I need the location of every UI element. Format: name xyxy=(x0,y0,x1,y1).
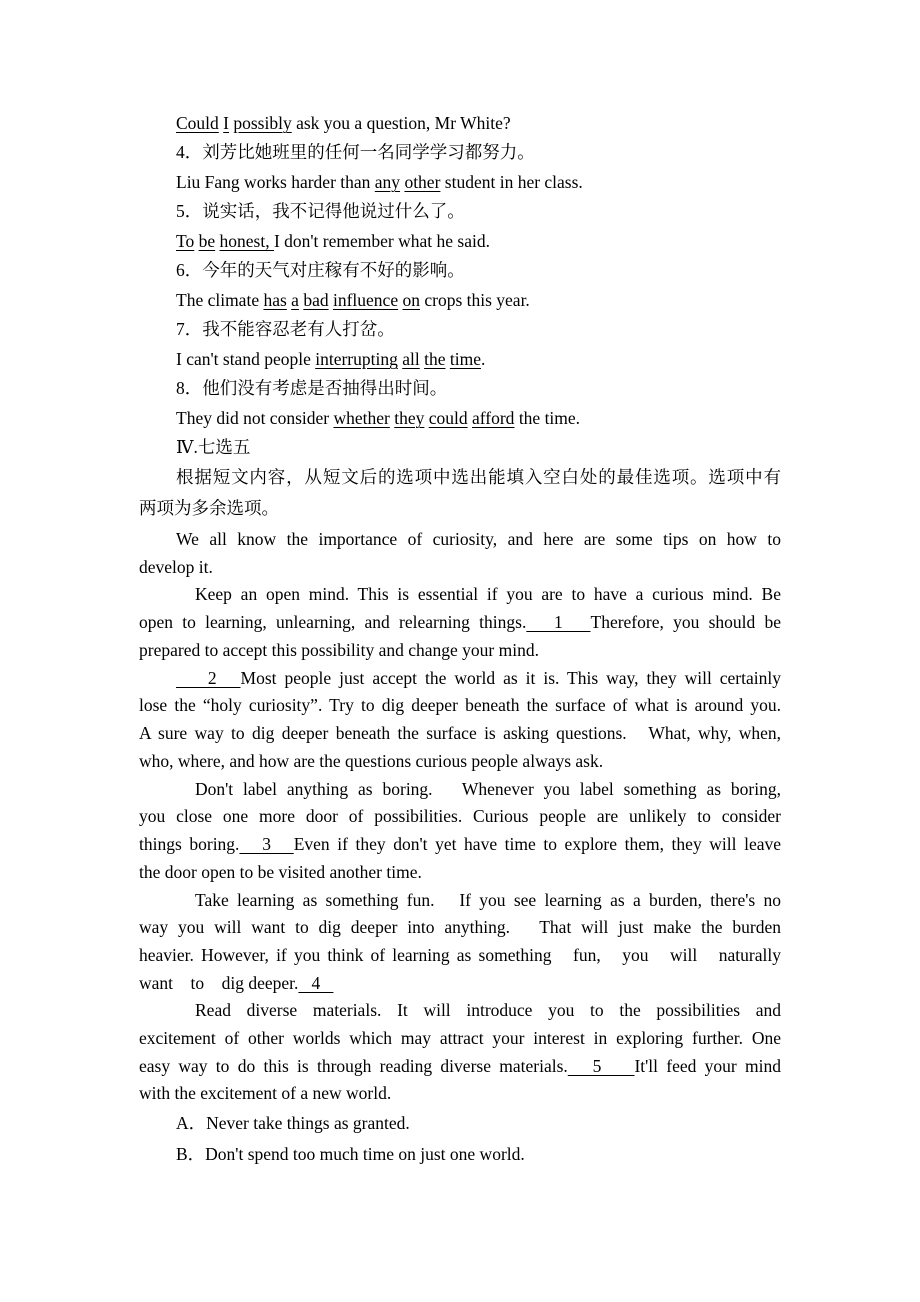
text-segment: 两项为多余选项。 xyxy=(139,498,279,518)
underlined-answer: other xyxy=(404,172,441,192)
passage-line xyxy=(139,749,781,773)
underlined-answer: they xyxy=(394,408,425,428)
text-segment: They did not consider xyxy=(176,408,334,428)
text-segment: Even if they don't yet have time to explore them, they will leave xyxy=(293,834,781,854)
text-segment: student in her class. xyxy=(440,172,583,192)
passage-line xyxy=(139,555,781,579)
underlined-answer: possibly xyxy=(233,113,292,133)
text-segment: with the excitement of a new world. xyxy=(139,1083,392,1103)
underlined-answer: whether xyxy=(333,408,390,428)
prompt-line xyxy=(176,258,781,282)
passage-line xyxy=(139,1081,781,1105)
text-segment: develop it. xyxy=(139,557,213,577)
text-segment: The climate xyxy=(176,290,264,310)
answer-line xyxy=(176,170,781,194)
passage-line xyxy=(139,860,781,884)
passage-line xyxy=(139,832,781,856)
text-segment: heavier. However, if you think of learning as something fun, you will naturally xyxy=(139,945,781,965)
instruction-line xyxy=(139,496,781,520)
text-segment: I can't stand people xyxy=(176,349,316,369)
passage-line xyxy=(139,638,781,662)
text-segment: Therefore, you should be xyxy=(590,612,781,632)
text-segment: Don't label anything as boring. Whenever you label something as boring, xyxy=(195,779,781,799)
passage-line xyxy=(195,888,781,912)
text-segment: crops this year. xyxy=(419,290,530,310)
section-heading-line xyxy=(176,435,781,459)
underlined-answer: To xyxy=(176,231,195,251)
text-segment: easy way to do this is through reading diverse materials. xyxy=(139,1056,568,1076)
text-segment: open to learning, unlearning, and relearning things. xyxy=(139,612,527,632)
underlined-answer: 1 xyxy=(526,612,591,632)
underlined-answer: 3 xyxy=(239,834,294,854)
underlined-answer: 5 xyxy=(567,1056,635,1076)
underlined-answer: 2 xyxy=(176,668,241,688)
text-segment: We all know the importance of curiosity, and here are some tips on how to xyxy=(176,529,781,549)
text-segment: way you will want to dig deeper into anything. That will just make the burden xyxy=(139,917,781,937)
passage-line xyxy=(139,721,781,745)
underlined-answer: on xyxy=(402,290,420,310)
text-segment: 6．今年的天气对庄稼有不好的影响。 xyxy=(176,260,465,280)
passage-line xyxy=(195,777,781,801)
answer-line xyxy=(176,288,781,312)
underlined-answer: influence xyxy=(332,290,399,310)
text-segment: 根据短文内容，从短文后的选项中选出能填入空白处的最佳选项。选项中有 xyxy=(176,467,781,487)
text-segment: A sure way to dig deeper beneath the surface is asking questions. What, why, when, xyxy=(139,723,781,743)
underlined-answer: all xyxy=(402,349,420,369)
text-segment: 5．说实话，我不记得他说过什么了。 xyxy=(176,201,465,221)
answer-line xyxy=(176,229,781,253)
text-segment: . xyxy=(480,349,486,369)
instruction-line xyxy=(176,465,781,489)
underlined-answer: afford xyxy=(472,408,515,428)
underlined-answer: honest, xyxy=(219,231,274,251)
passage-line xyxy=(139,804,781,828)
text-segment: want to dig deeper. xyxy=(139,973,299,993)
text-segment: I don't remember what he said. xyxy=(273,231,490,251)
text-segment: Keep an open mind. This is essential if you are to have a curious mind. Be xyxy=(195,584,781,604)
underlined-answer: a xyxy=(291,290,299,310)
text-segment: who, where, and how are the questions curious people always ask. xyxy=(139,751,604,771)
underlined-answer: has xyxy=(263,290,287,310)
text-segment: It'll feed your mind xyxy=(634,1056,782,1076)
passage-line xyxy=(139,915,781,939)
text-segment: Take learning as something fun. If you see learning as a burden, there's no xyxy=(195,890,781,910)
underlined-answer: bad xyxy=(303,290,329,310)
prompt-line xyxy=(176,140,781,164)
passage-line xyxy=(139,1026,781,1050)
passage-line xyxy=(139,610,781,634)
text-segment: the door open to be visited another time. xyxy=(139,862,422,882)
text-segment: the time. xyxy=(514,408,581,428)
passage-line xyxy=(176,527,781,551)
text-segment: Liu Fang works harder than xyxy=(176,172,375,192)
underlined-answer: time xyxy=(449,349,481,369)
passage-line xyxy=(195,582,781,606)
passage-line xyxy=(195,998,781,1022)
text-segment: Ⅳ.七选五 xyxy=(176,437,251,457)
prompt-line xyxy=(176,376,781,400)
underlined-answer: interrupting xyxy=(315,349,398,369)
passage-line xyxy=(139,693,781,717)
underlined-answer: any xyxy=(374,172,401,192)
underlined-answer: could xyxy=(428,408,468,428)
answer-line xyxy=(176,111,781,135)
text-segment: 7．我不能容忍老有人打岔。 xyxy=(176,319,395,339)
passage-line xyxy=(176,666,781,690)
text-segment: you close one more door of possibilities. Curious people are unlikely to consider xyxy=(139,806,781,826)
underlined-answer: Could xyxy=(176,113,219,133)
text-segment: prepared to accept this possibility and change your mind. xyxy=(139,640,539,660)
text-segment: ask you a question, Mr White? xyxy=(291,113,511,133)
underlined-answer: the xyxy=(424,349,446,369)
prompt-line xyxy=(176,317,781,341)
text-segment: things boring. xyxy=(139,834,240,854)
passage-line xyxy=(139,971,781,995)
prompt-line xyxy=(176,199,781,223)
text-segment: 4．刘芳比她班里的任何一名同学学习都努力。 xyxy=(176,142,535,162)
underlined-answer: I xyxy=(223,113,229,133)
passage-line xyxy=(139,1054,781,1078)
text-segment: Read diverse materials. It will introduce you to the possibilities and xyxy=(195,1000,781,1020)
option-line xyxy=(176,1111,781,1135)
passage-line xyxy=(139,943,781,967)
text-segment: A．Never take things as granted. xyxy=(176,1113,410,1133)
text-segment: B．Don't spend too much time on just one world. xyxy=(176,1144,525,1164)
underlined-answer: 4 xyxy=(298,973,334,993)
text-segment: Most people just accept the world as it is. This way, they will certainly xyxy=(240,668,781,688)
text-segment: 8．他们没有考虑是否抽得出时间。 xyxy=(176,378,448,398)
answer-line xyxy=(176,347,781,371)
text-segment: excitement of other worlds which may attract your interest in exploring further. One xyxy=(139,1028,781,1048)
text-segment: lose the “holy curiosity”. Try to dig deeper beneath the surface of what is around you. xyxy=(139,695,781,715)
underlined-answer: be xyxy=(198,231,216,251)
answer-line xyxy=(176,406,781,430)
option-line xyxy=(176,1142,781,1166)
